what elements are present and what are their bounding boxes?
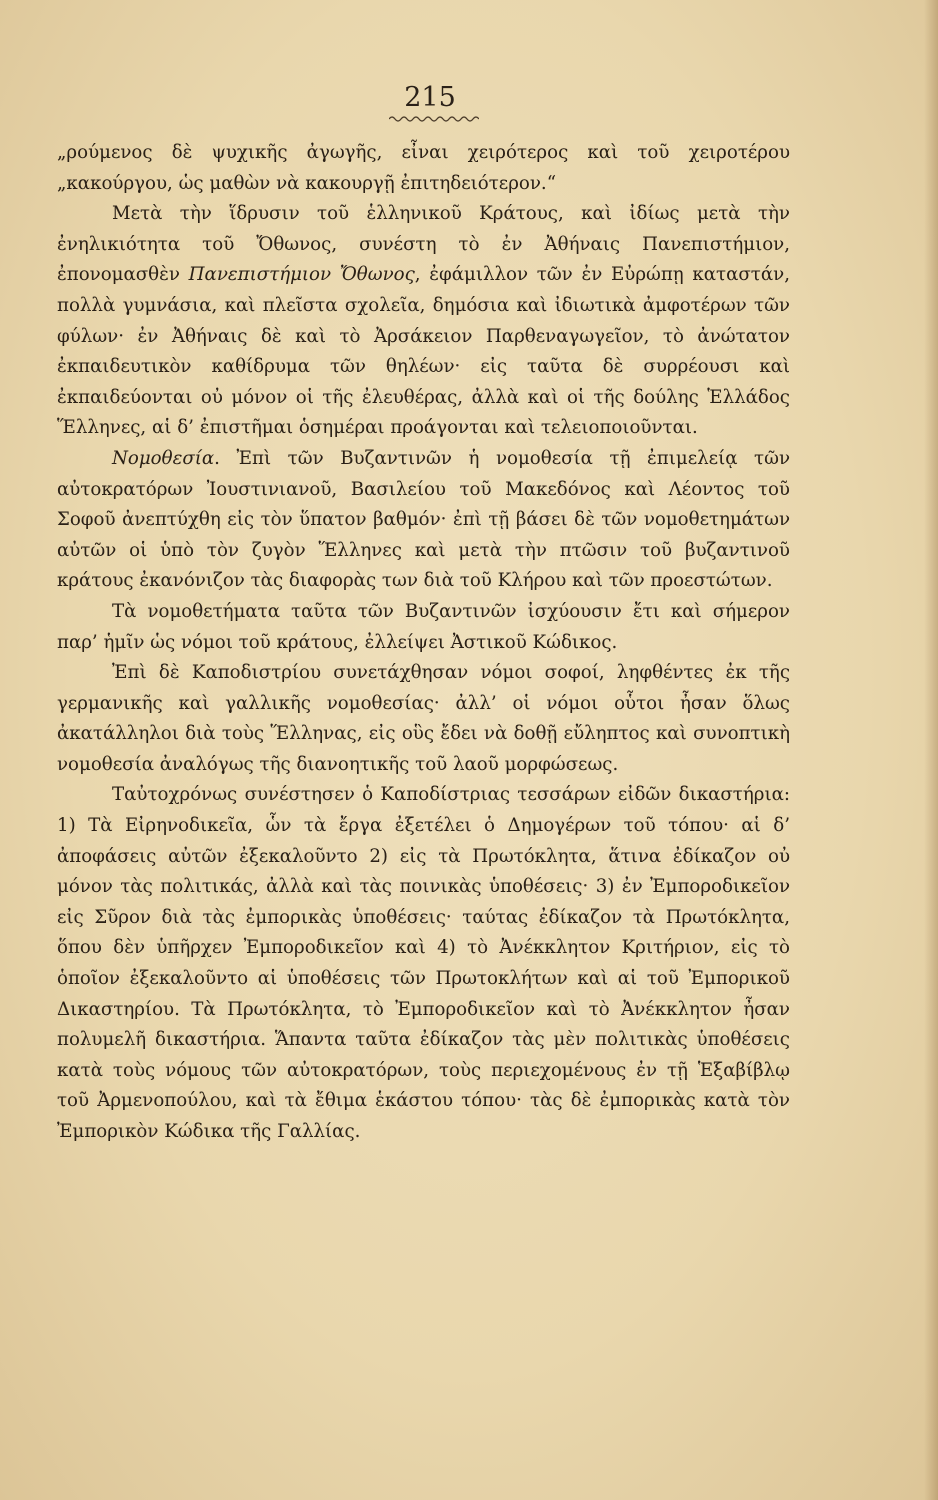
page-edge-shadow (924, 0, 938, 1500)
paragraph-6 (57, 780, 790, 1147)
wavy-ornament (389, 114, 479, 124)
paragraph-3-text: . Ἐπὶ τῶν Βυζαντινῶν ἡ νομοθεσία τῇ ἐπιμελείᾳ τῶν αὐτοκρατόρων Ἰουστινιανοῦ, Βασιλείου τοῦ Μακεδόνος καὶ Λέοντος τοῦ Σοφοῦ ἀνεπτύχθη εἰς τὸν ὕπατον βαθμόν· ἐπὶ τῇ βάσει δὲ τῶν νομοθετημάτων αὐτῶν οἱ ὑπὸ τὸν ζυγὸν Ἕλληνες καὶ μετὰ τὴν πτῶσιν τοῦ βυζαντινοῦ κράτους ἐκανόνιζον τὰς διαφορὰς των διὰ τοῦ Κλήρου καὶ τῶν προεστώτων. (57, 447, 790, 592)
paragraph-5 (57, 658, 790, 780)
paragraph-5-text: Ἐπὶ δὲ Καποδιστρίου συνετάχθησαν νόμοι σοφοί, ληφθέντες ἐκ τῆς γερμανικῆς καὶ γαλλικῆς νομοθεσίας· ἀλλ’ οἱ νόμοι οὗτοι ἦσαν ὅλως ἀκατάλληλοι διὰ τοὺς Ἕλληνας, εἰς οὓς ἔδει νὰ δοθῇ εὔληπτος καὶ συνοπτικὴ νομοθεσία ἀναλόγως τῆς διανοητικῆς τοῦ λαοῦ μορφώσεως. (57, 662, 790, 775)
paragraph-2 (57, 199, 790, 444)
university-name: Πανεπιστήμιον Ὄθωνος (188, 264, 415, 286)
paragraph-6-text: Ταὐτοχρόνως συνέστησεν ὁ Καποδίστριας τεσσάρων εἰδῶν δικαστήρια: 1) Τὰ Εἰρηνοδικεῖα, ὧν τὰ ἔργα ἐξετέλει ὁ Δημογέρων τοῦ τόπου· αἱ δ’ ἀποφάσεις αὐτῶν ἐξεκαλοῦντο 2) εἰς τὰ Πρωτόκλητα, ἅτινα ἐδίκαζον οὐ μόνον τὰς πολιτικάς, ἀλλὰ καὶ τὰς ποινικὰς ὑποθέσεις· 3) ἐν Ἐμποροδικεῖον εἰς Σῦρον διὰ τὰς ἐμπορικὰς ὑποθέσεις· ταύτας ἐδίκαζον τὰ Πρωτόκλητα, ὅπου δὲν ὑπῆρχεν Ἐμποροδικεῖον καὶ 4) τὸ Ἀνέκκλητον Κριτήριον, εἰς τὸ ὁποῖον ἐξεκαλοῦντο αἱ ὑποθέσεις τῶν Πρωτοκλήτων καὶ αἱ τοῦ Ἐμπορικοῦ Δικαστηρίου. Τὰ Πρωτόκλητα, τὸ Ἐμποροδικεῖον καὶ τὸ Ἀνέκκλητον ἦσαν πολυμελῆ δικαστήρια. Ἅπαντα ταῦτα ἐδίκαζον τὰς μὲν πολιτικὰς ὑποθέσεις κατὰ τοὺς νόμους τῶν αὐτοκρατόρων, τοὺς περιεχομένους ἐν τῇ Ἑξαβίβλῳ τοῦ Ἀρμενοπούλου, καὶ τὰ ἔθιμα ἑκάστου τόπου· τὰς δὲ ἐμπορικὰς κατὰ τὸν Ἐμπορικὸν Κώδικα τῆς Γαλλίας. (57, 784, 790, 1142)
paragraph-1-text: „ρούμενος δὲ ψυχικῆς ἀγωγῆς, εἶναι χειρότερος καὶ τοῦ χειροτέρου „κακούργου, ὡς μαθὼν νὰ κακουργῇ ἐπιτηδειότερον.“ (57, 142, 790, 194)
paragraph-2-text-before: Μετὰ τὴν ἵδρυσιν τοῦ ἑλληνικοῦ Κράτους, καὶ ἰδίως μετὰ τὴν ἐνηλικιότητα τοῦ Ὄθωνος, συνέστη τὸ ἐν Ἀθήναις Πανεπιστήμιον, ἐπονομασθὲν (57, 203, 790, 286)
section-heading-legislation: Νομοθεσία (112, 447, 215, 469)
paragraph-2-text-after: , ἐφάμιλλον τῶν ἐν Εὐρώπῃ καταστάν, πολλὰ γυμνάσια, καὶ πλεῖστα σχολεῖα, δημόσια καὶ ἰδιωτικὰ ἀμφοτέρων τῶν φύλων· ἐν Ἀθήναις δὲ καὶ τὸ Ἀρσάκειον Παρθεναγωγεῖον, τὸ ἀνώτατον ἐκπαιδευτικὸν καθίδρυμα τῶν θηλέων· εἰς ταῦτα δὲ συρρέουσι καὶ ἐκπαιδεύονται οὐ μόνον οἱ τῆς ἐλευθέρας, ἀλλὰ καὶ οἱ τῆς δούλης Ἑλλάδος Ἕλληνες, αἱ δ’ ἐπιστῆμαι ὁσημέραι προάγονται καὶ τελειοποιοῦνται. (57, 264, 790, 439)
paragraph-4 (57, 597, 790, 658)
paragraph-3 (57, 444, 790, 597)
body-text (57, 138, 790, 1148)
page-number: 215 (404, 82, 456, 113)
paragraph-4-text: Τὰ νομοθετήματα ταῦτα τῶν Βυζαντινῶν ἰσχύουσιν ἔτι καὶ σήμερον παρ’ ἡμῖν ὡς νόμοι τοῦ κράτους, ἐλλείψει Ἀστικοῦ Κώδικος. (57, 600, 790, 653)
paragraph-1 (57, 138, 790, 199)
